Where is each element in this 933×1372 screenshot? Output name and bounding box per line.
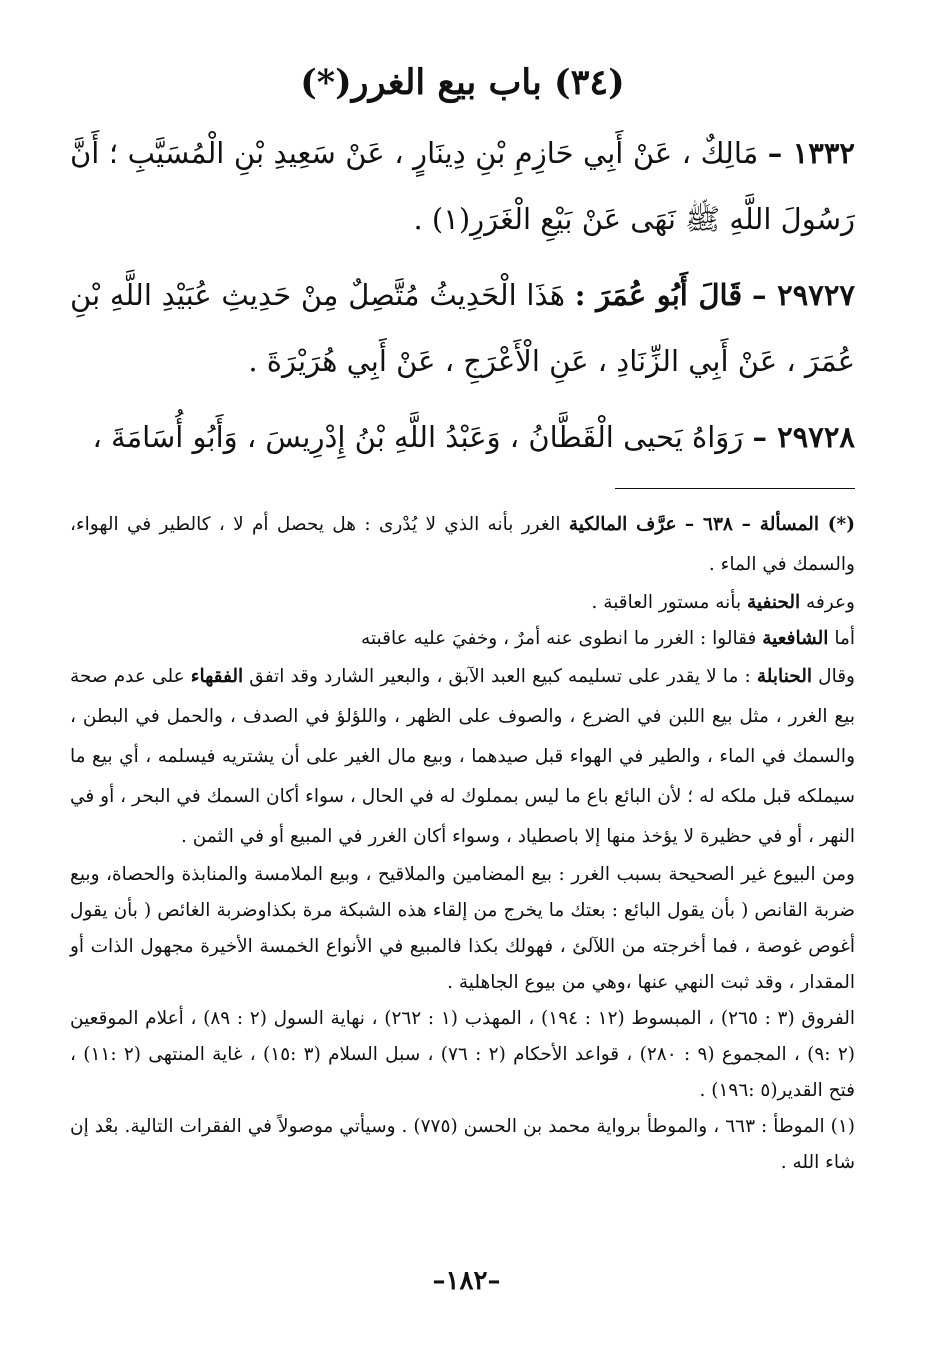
footnote-text: الغرر بأنه الذي لا يُدْرى : هل يحصل أم لا ، كالطير في الهواء، والسمك في الماء .	[70, 513, 855, 575]
footnote-bold: الحنفية	[746, 591, 801, 613]
footnote-issue	[70, 505, 855, 585]
footnote-text: وعرفه	[806, 591, 855, 613]
main-text	[70, 120, 855, 470]
footnote-bold: الشافعية	[762, 627, 829, 649]
footnote-shafii	[70, 621, 855, 657]
footnote-muwatta: (١) الموطأ : ٦٦٣ ، والموطأ برواية محمد بن الحسن (٧٧٥) . وسيأتي موصولاً في الفقرات التالية. بعْد إن شاء الله .	[70, 1115, 856, 1173]
footnote-text: على عدم صحة بيع الغرر ، مثل بيع اللبن في الضرع ، والصوف على الظهر ، واللؤلؤ في الصدف ، والحمل في البطن ، والسمك في الماء ، والطير في الهواء قبل صيدهما ، وبيع مال الغير على أن يشتريه فيسلمه ، أي بيع ما سيملكه قبل ملكه له ؛ لأن البائع باع ما ليس بمملوك له في الحال ، سواء أكان السمك في البحر ، أو في النهر ، أو في حظيرة لا يؤخذ منها إلا باصطياد ، وسواء أكان الغرر في المبيع أو في الثمن .	[70, 665, 855, 847]
footnote-hanafi	[70, 585, 855, 621]
footnote-text: : ما لا يقدر على تسليمه كبيع العبد الآبق ، والبعير الشارد وقد اتفق	[249, 665, 751, 687]
footnote-text: وقال	[818, 665, 855, 687]
paragraph-number: ٢٩٧٢٨ –	[752, 419, 855, 454]
chapter-title: (٣٤) باب بيع الغرر(*)	[300, 62, 625, 103]
commentary-paragraph	[70, 262, 855, 394]
footnote-invalid-sales: ومن البيوع غير الصحيحة بسبب الغرر : بيع المضامين والملاقيح ، وبيع الملامسة والمنابذة والحصاة، وبيع ضربة القانص ( بأن يقول البائع : بعتك ما يخرج من إلقاء هذه الشبكة مرة بكذاوضربة الغائص ( بأن يقول أغوص غوصة ، فما أخرجته من اللآلئ ، فهولك بكذا فالمبيع في الأنواع الخمسة الأخيرة مجهول الذات أو المقدار ، وقد ثبت النهي عنها ،وهي من بيوع الجاهلية .	[70, 863, 855, 993]
paragraph-number: ١٣٣٢ –	[767, 135, 855, 170]
paragraph-number: ٢٩٧٢٧ –	[751, 277, 855, 312]
footnote-references: الفروق (٣ : ٢٦٥) ، المبسوط (١٢ : ١٩٤) ، المهذب (١ : ٢٦٢) ، نهاية السول (٢ : ٨٩) ، أعلام الموقعين (٢ :٩) ، المجموع (٩ : ٢٨٠) ، قواعد الأحكام (٢ : ٧٦) ، سبل السلام (٣ :١٥) ، غاية المنتهى (٢ :١١) ، فتح القدير(٥ :١٩٦) .	[70, 1007, 855, 1101]
footnotes	[70, 505, 855, 1181]
paragraph-lead: قَالَ أَبُو عُمَرَ :	[574, 277, 743, 312]
footnote-bold: الفقهاء	[190, 665, 244, 687]
footnote-lead: (*) المسألة – ٦٣٨ –	[684, 513, 855, 535]
footnote-bold: الحنابلة	[756, 665, 812, 687]
footnote-divider	[615, 488, 855, 489]
footnote-text: أما	[834, 627, 855, 649]
hadith-paragraph	[70, 120, 855, 252]
footnote-text: بأنه مستور العاقبة .	[591, 591, 742, 613]
footnote-text: فقالوا : الغرر ما انطوى عنه أمرٌ ، وخفيَ عليه عاقبته	[361, 627, 757, 649]
paragraph-text: هَذَا الْحَدِيثُ مُتَّصِلٌ مِنْ حَدِيثِ عُبَيْدِ اللَّهِ بْنِ عُمَرَ ، عَنْ أَبِي الزِّنَادِ ، عَنِ الْأَعْرَجِ ، عَنْ أَبِي هُرَيْرَةَ .	[70, 277, 855, 378]
footnote-bold: عرَّف المالكية	[568, 513, 677, 535]
footnote-hanbali	[70, 657, 855, 857]
commentary-paragraph	[70, 404, 855, 470]
paragraph-text: رَوَاهُ يَحيى الْقَطَّانُ ، وَعَبْدُ اللَّهِ بْنُ إِدْرِيسَ ، وَأَبُو أُسَامَةَ ،	[92, 419, 744, 454]
page-number: –١٨٢–	[432, 1266, 501, 1296]
paragraph-text: مَالِكٌ ، عَنْ أَبِي حَازِمِ بْنِ دِينَارٍ ، عَنْ سَعِيدِ بْنِ الْمُسَيَّبِ ؛ أَنَّ رَسُولَ اللَّهِ ﷺ نَهَى عَنْ بَيْعِ الْغَرَرِ(١) .	[70, 135, 855, 236]
